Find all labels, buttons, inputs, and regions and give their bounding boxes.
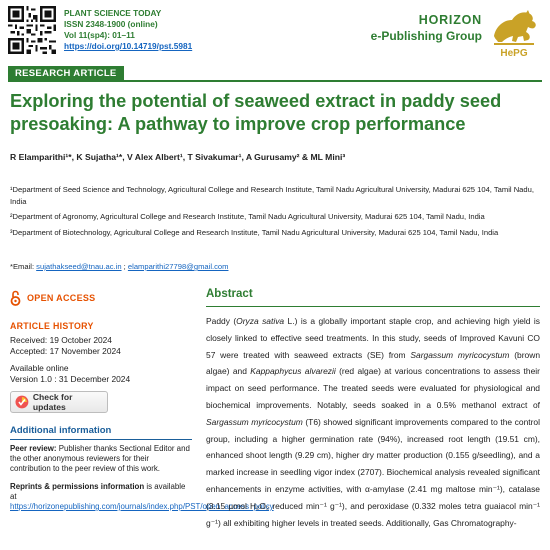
abstract-body: Paddy (Oryza sativa L.) is a globally important staple crop, and achieving high yield is closely linked to effective seed treatments. In this study, seeds of Improved Kavuni CO 57 were treated with seaweed extracts (SE) from Sargassum myricocystum (brown algae) and Kappaphycus alvarezii (red algae) at various concentrations to assess their impact on seed performance. The treated seeds were evaluated for physiological and biochemical improvements. Notably, seeds soaked in a 0.5% methanol extract of Sargassum myricocystum (T6) showed significant improvements compared to the control group, including a higher germination rate (94%), increased root length (19.51 cm), enhanced shoot length (9.29 cm), higher dry matter production (0.155 g/seedling), and a marked increase in seedling vigor index (2707). Biochemical analysis revealed significant enhancements in enzyme activities, with α-amylase (2.41 mg maltose min⁻¹), catalase (3.15 µmol H₂O₂ reduced min⁻¹ g⁻¹), and peroxidase (0.332 moles tetra guaiacol min⁻¹ g⁻¹) all exhibiting higher levels in treated seeds. Additionally, Gas Chromatography- [206,316,540,528]
journal-info [64,8,192,52]
email-link-1[interactable]: sujathakseed@tnau.ac.in [36,262,122,271]
affiliations [10,184,540,242]
peer-review-label: Peer review: [10,444,57,453]
abstract-rule [206,306,540,307]
email-separator: ; [121,262,128,271]
reprints-link[interactable]: https://horizonepublishing.com/journals/index.php/PST/open_access_policy [10,502,274,511]
article-history [10,335,192,385]
logo-text: HePG [500,48,528,59]
received-date: Received: 19 October 2024 [10,335,112,345]
reprints-text: is available at [10,482,186,501]
abstract-heading: Abstract [206,288,253,300]
article-type-label: RESEARCH ARTICLE [8,66,124,82]
email-link-2[interactable]: elamparithi27798@gmail.com [127,262,229,271]
affiliation-2: ²Department of Agronomy, Agricultural College and Research Institute, Tamil Nadu Agricultural University, Madurai 625 104, Tamil Nadu, India [10,212,485,221]
open-access-label: OPEN ACCESS [27,293,96,303]
doi-link[interactable]: https://doi.org/10.14719/pst.5981 [64,41,193,51]
publisher-line2: e-Publishing Group [370,29,482,43]
version-info: Version 1.0 : 31 December 2024 [10,374,131,384]
journal-name: PLANT SCIENCE TODAY [64,8,162,18]
journal-issn: ISSN 2348-1900 (online) [64,19,158,29]
reprints-note [10,482,274,512]
article-type-band [8,66,542,82]
publisher-name [371,12,482,44]
crossmark-icon [15,395,29,409]
additional-info-heading: Additional information [10,425,112,436]
check-for-updates-label: Check for updates [32,392,73,412]
article-type-rule [8,80,542,82]
publisher-line1: HORIZON [418,13,482,27]
abstract-section [206,288,540,543]
peer-review-text: Publisher thanks Sectional Editor and the other anonymous reviewers for their contribution to the peer review of this work. [10,444,190,473]
check-for-updates-button[interactable] [10,391,108,413]
additional-info-rule [10,439,192,440]
affiliation-3: ³Department of Biotechnology, Agricultural College and Research Institute, Tamil Nadu Agricultural University, Madurai 625 104, Tamil Nadu, India [10,227,499,237]
author-list: R Elamparithi¹*, K Sujatha¹*, V Alex Albert¹, T Sivakumar¹, A Gurusamy² & ML Mini³ [10,152,346,162]
article-title: Exploring the potential of seaweed extract in paddy seed presoaking: A pathway to improve crop performance [10,91,502,134]
available-online: Available online [10,363,69,373]
journal-header [8,6,542,64]
qr-code-icon[interactable] [8,6,56,54]
reprints-label: Reprints & permissions information [10,482,145,491]
open-lock-icon [10,290,21,306]
corresponding-emails [10,262,228,271]
accepted-date: Accepted: 17 November 2024 [10,346,121,356]
horizon-lion-logo-icon [488,6,540,60]
affiliation-1: ¹Department of Seed Science and Technology, Agricultural College and Research Institute, Tamil Nadu Agricultural University, Madurai 625 104, Tamil Nadu, India [10,185,534,206]
peer-review-note [10,444,192,474]
journal-volume: Vol 11(sp4): 01–11 [64,30,135,40]
article-history-heading: ARTICLE HISTORY [10,321,94,331]
email-label: *Email: [10,262,37,271]
open-access-badge [10,288,192,308]
